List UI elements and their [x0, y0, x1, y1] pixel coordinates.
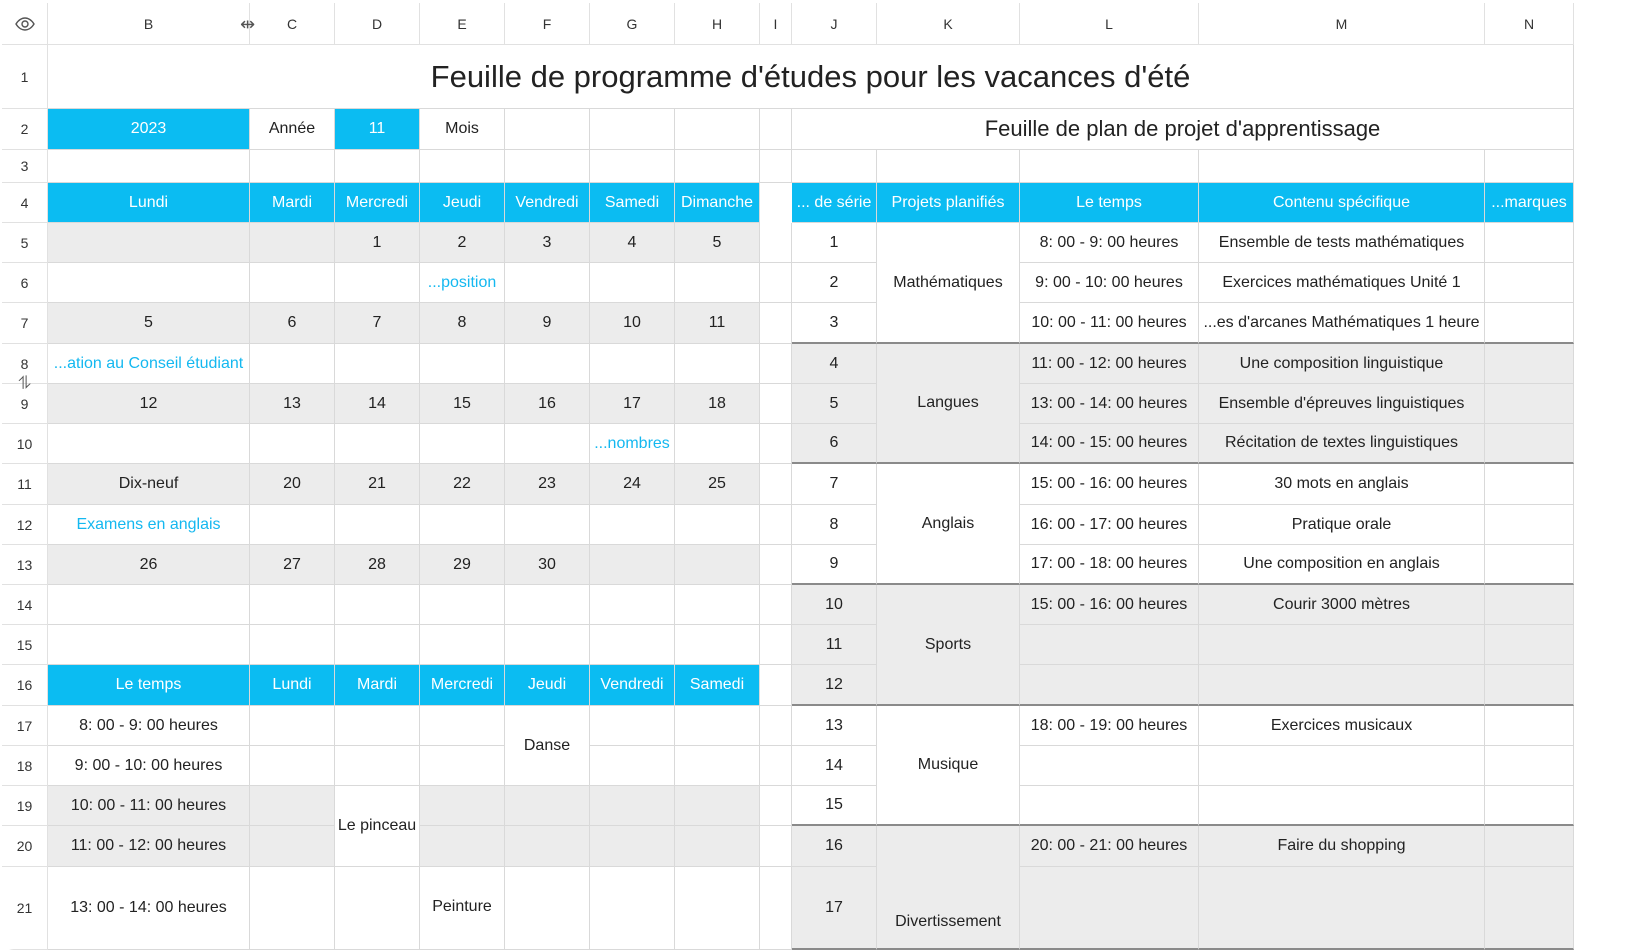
- cell[interactable]: [1485, 464, 1574, 505]
- spreadsheet[interactable]: [2, 3, 1638, 950]
- row-header-7[interactable]: 7: [2, 303, 48, 344]
- eye-icon: [15, 17, 35, 31]
- plan-number[interactable]: 5: [792, 384, 877, 424]
- cell[interactable]: [48, 585, 250, 625]
- schedule-header[interactable]: Mardi: [335, 665, 420, 706]
- cell[interactable]: [505, 867, 590, 950]
- cell[interactable]: [250, 867, 335, 950]
- calendar-cell[interactable]: 27: [250, 545, 335, 585]
- cell[interactable]: [760, 464, 792, 505]
- calendar-cell[interactable]: 15: [420, 384, 505, 424]
- plan-number[interactable]: 12: [792, 665, 877, 706]
- cell[interactable]: [590, 263, 675, 303]
- plan-content[interactable]: Faire du shopping: [1199, 826, 1485, 867]
- column-header-h[interactable]: H: [675, 3, 760, 45]
- plan-number[interactable]: 1: [792, 223, 877, 263]
- cell[interactable]: [1485, 505, 1574, 545]
- month-label[interactable]: Mois: [420, 109, 505, 150]
- cell[interactable]: [675, 344, 760, 384]
- plan-time[interactable]: 14: 00 - 15: 00 heures: [1020, 424, 1199, 464]
- cell[interactable]: [1485, 625, 1574, 665]
- plan-group[interactable]: Divertissement: [877, 826, 1020, 950]
- column-header-n[interactable]: N: [1485, 3, 1574, 45]
- schedule-header[interactable]: Lundi: [250, 665, 335, 706]
- cell[interactable]: [760, 424, 792, 464]
- calendar-cell[interactable]: 29: [420, 545, 505, 585]
- column-header-d[interactable]: D: [335, 3, 420, 45]
- weekday-header[interactable]: Dimanche: [675, 183, 760, 223]
- cell[interactable]: [675, 545, 760, 585]
- schedule-event[interactable]: Le pinceau: [335, 786, 420, 867]
- cell[interactable]: [420, 826, 505, 867]
- cell[interactable]: [590, 505, 675, 545]
- plan-number[interactable]: 17: [792, 867, 877, 950]
- row-header-17[interactable]: 17: [2, 706, 48, 746]
- cell[interactable]: [335, 585, 420, 625]
- calendar-cell[interactable]: 2: [420, 223, 505, 263]
- row-header-14[interactable]: 14: [2, 585, 48, 625]
- plan-number[interactable]: 9: [792, 545, 877, 585]
- cell[interactable]: [335, 706, 420, 746]
- plan-number[interactable]: 3: [792, 303, 877, 344]
- plan-time[interactable]: 13: 00 - 14: 00 heures: [1020, 384, 1199, 424]
- calendar-cell[interactable]: 13: [250, 384, 335, 424]
- select-all-corner[interactable]: [2, 3, 48, 45]
- cell[interactable]: [1485, 545, 1574, 585]
- cell[interactable]: [505, 585, 590, 625]
- plan-group[interactable]: Sports: [877, 585, 1020, 706]
- cell[interactable]: [760, 263, 792, 303]
- plan-group[interactable]: Langues: [877, 344, 1020, 464]
- calendar-cell[interactable]: 25: [675, 464, 760, 505]
- cell[interactable]: [675, 867, 760, 950]
- weekday-header[interactable]: Vendredi: [505, 183, 590, 223]
- weekday-header[interactable]: Jeudi: [420, 183, 505, 223]
- cell[interactable]: [760, 384, 792, 424]
- cell[interactable]: [1485, 585, 1574, 625]
- cell[interactable]: [590, 826, 675, 867]
- cell[interactable]: [1199, 665, 1485, 706]
- plan-header[interactable]: ... de série: [792, 183, 877, 223]
- plan-header[interactable]: Le temps: [1020, 183, 1199, 223]
- plan-content[interactable]: Courir 3000 mètres: [1199, 585, 1485, 625]
- cell[interactable]: [48, 424, 250, 464]
- cell[interactable]: [1485, 826, 1574, 867]
- calendar-cell[interactable]: 18: [675, 384, 760, 424]
- cell[interactable]: [250, 625, 335, 665]
- row-header-18[interactable]: 18: [2, 746, 48, 786]
- plan-content[interactable]: Récitation de textes linguistiques: [1199, 424, 1485, 464]
- sheet-title[interactable]: Feuille de programme d'études pour les vacances d'été: [48, 45, 1574, 109]
- calendar-cell[interactable]: ...position: [420, 263, 505, 303]
- plan-time[interactable]: 9: 00 - 10: 00 heures: [1020, 263, 1199, 303]
- cell[interactable]: [675, 150, 760, 183]
- cell[interactable]: [250, 150, 335, 183]
- column-header-l[interactable]: L: [1020, 3, 1199, 45]
- weekday-header[interactable]: Samedi: [590, 183, 675, 223]
- schedule-header[interactable]: Jeudi: [505, 665, 590, 706]
- cell[interactable]: [675, 826, 760, 867]
- cell[interactable]: [1199, 746, 1485, 786]
- cell[interactable]: [250, 263, 335, 303]
- calendar-cell[interactable]: ...nombres: [590, 424, 675, 464]
- cell[interactable]: [505, 786, 590, 826]
- calendar-cell[interactable]: 14: [335, 384, 420, 424]
- plan-number[interactable]: 4: [792, 344, 877, 384]
- cell[interactable]: [505, 625, 590, 665]
- calendar-cell[interactable]: ...ation au Conseil étudiant: [48, 344, 250, 384]
- calendar-cell[interactable]: 3: [505, 223, 590, 263]
- plan-time[interactable]: 15: 00 - 16: 00 heures: [1020, 464, 1199, 505]
- cell[interactable]: [505, 263, 590, 303]
- weekday-header[interactable]: Lundi: [48, 183, 250, 223]
- plan-number[interactable]: 11: [792, 625, 877, 665]
- cell[interactable]: [48, 263, 250, 303]
- cell[interactable]: [420, 746, 505, 786]
- calendar-cell[interactable]: 11: [675, 303, 760, 344]
- plan-content[interactable]: 30 mots en anglais: [1199, 464, 1485, 505]
- plan-time[interactable]: 10: 00 - 11: 00 heures: [1020, 303, 1199, 344]
- weekday-header[interactable]: Mardi: [250, 183, 335, 223]
- cell[interactable]: [1199, 867, 1485, 950]
- cell[interactable]: [250, 505, 335, 545]
- cell[interactable]: [420, 150, 505, 183]
- row-header-9[interactable]: 9: [2, 384, 48, 424]
- year-value[interactable]: 2023: [48, 109, 250, 150]
- cell[interactable]: [1485, 706, 1574, 746]
- schedule-header[interactable]: Mercredi: [420, 665, 505, 706]
- cell[interactable]: [590, 706, 675, 746]
- row-header-8[interactable]: 8: [2, 344, 48, 384]
- cell[interactable]: [335, 344, 420, 384]
- weekday-header[interactable]: Mercredi: [335, 183, 420, 223]
- calendar-cell[interactable]: 28: [335, 545, 420, 585]
- plan-number[interactable]: 10: [792, 585, 877, 625]
- cell[interactable]: [760, 746, 792, 786]
- calendar-cell[interactable]: 8: [420, 303, 505, 344]
- cell[interactable]: [675, 746, 760, 786]
- calendar-cell[interactable]: 30: [505, 545, 590, 585]
- cell[interactable]: [590, 585, 675, 625]
- row-header-16[interactable]: 16: [2, 665, 48, 706]
- schedule-event[interactable]: Peinture: [420, 867, 505, 950]
- row-header-12[interactable]: 12: [2, 505, 48, 545]
- plan-time[interactable]: 11: 00 - 12: 00 heures: [1020, 344, 1199, 384]
- calendar-cell[interactable]: 7: [335, 303, 420, 344]
- column-header-i[interactable]: I: [760, 3, 792, 45]
- cell[interactable]: [760, 867, 792, 950]
- row-header-3[interactable]: 3: [2, 150, 48, 183]
- cell[interactable]: [760, 109, 792, 150]
- calendar-cell[interactable]: 21: [335, 464, 420, 505]
- cell[interactable]: [505, 150, 590, 183]
- schedule-header[interactable]: Samedi: [675, 665, 760, 706]
- plan-time[interactable]: 17: 00 - 18: 00 heures: [1020, 545, 1199, 585]
- plan-content[interactable]: Ensemble d'épreuves linguistiques: [1199, 384, 1485, 424]
- cell[interactable]: [760, 150, 792, 183]
- plan-number[interactable]: 2: [792, 263, 877, 303]
- plan-number[interactable]: 8: [792, 505, 877, 545]
- calendar-cell[interactable]: 20: [250, 464, 335, 505]
- plan-group[interactable]: Mathématiques: [877, 223, 1020, 344]
- cell[interactable]: [335, 867, 420, 950]
- cell[interactable]: [250, 424, 335, 464]
- column-header-e[interactable]: E: [420, 3, 505, 45]
- cell[interactable]: [1485, 223, 1574, 263]
- plan-number[interactable]: 7: [792, 464, 877, 505]
- calendar-cell[interactable]: 5: [675, 223, 760, 263]
- cell[interactable]: [590, 625, 675, 665]
- cell[interactable]: [675, 505, 760, 545]
- cell[interactable]: [675, 625, 760, 665]
- row-header-13[interactable]: 13: [2, 545, 48, 585]
- cell[interactable]: [1485, 150, 1574, 183]
- plan-content[interactable]: Pratique orale: [1199, 505, 1485, 545]
- cell[interactable]: [505, 505, 590, 545]
- plan-header[interactable]: ...marques: [1485, 183, 1574, 223]
- cell[interactable]: [48, 625, 250, 665]
- plan-number[interactable]: 6: [792, 424, 877, 464]
- cell[interactable]: [1485, 786, 1574, 826]
- schedule-time[interactable]: 9: 00 - 10: 00 heures: [48, 746, 250, 786]
- schedule-time[interactable]: 13: 00 - 14: 00 heures: [48, 867, 250, 950]
- column-header-f[interactable]: F: [505, 3, 590, 45]
- schedule-event[interactable]: Danse: [505, 706, 590, 786]
- month-value[interactable]: 11: [335, 109, 420, 150]
- cell[interactable]: [420, 505, 505, 545]
- cell[interactable]: [420, 625, 505, 665]
- calendar-cell[interactable]: Examens en anglais: [48, 505, 250, 545]
- plan-time[interactable]: 20: 00 - 21: 00 heures: [1020, 826, 1199, 867]
- cell[interactable]: [335, 625, 420, 665]
- column-header-b[interactable]: B: [48, 3, 250, 45]
- plan-header[interactable]: Projets planifiés: [877, 183, 1020, 223]
- cell[interactable]: [590, 867, 675, 950]
- row-header-1[interactable]: 1: [2, 45, 48, 109]
- plan-content[interactable]: Une composition en anglais: [1199, 545, 1485, 585]
- plan-number[interactable]: 15: [792, 786, 877, 826]
- plan-group[interactable]: Anglais: [877, 464, 1020, 585]
- cell[interactable]: [1020, 867, 1199, 950]
- schedule-time[interactable]: 10: 00 - 11: 00 heures: [48, 786, 250, 826]
- calendar-cell[interactable]: 1: [335, 223, 420, 263]
- cell[interactable]: [1485, 867, 1574, 950]
- cell[interactable]: [675, 585, 760, 625]
- cell[interactable]: [420, 344, 505, 384]
- plan-number[interactable]: 16: [792, 826, 877, 867]
- calendar-cell[interactable]: 17: [590, 384, 675, 424]
- column-header-m[interactable]: M: [1199, 3, 1485, 45]
- cell[interactable]: [335, 505, 420, 545]
- cell[interactable]: [1485, 424, 1574, 464]
- cell[interactable]: [1485, 665, 1574, 706]
- calendar-cell[interactable]: 9: [505, 303, 590, 344]
- cell[interactable]: [250, 706, 335, 746]
- row-header-19[interactable]: 19: [2, 786, 48, 826]
- plan-header[interactable]: Contenu spécifique: [1199, 183, 1485, 223]
- cell[interactable]: [1020, 150, 1199, 183]
- cell[interactable]: [760, 625, 792, 665]
- cell[interactable]: [1485, 384, 1574, 424]
- schedule-time[interactable]: 8: 00 - 9: 00 heures: [48, 706, 250, 746]
- plan-group[interactable]: Musique: [877, 706, 1020, 826]
- calendar-cell[interactable]: 22: [420, 464, 505, 505]
- calendar-cell[interactable]: 23: [505, 464, 590, 505]
- cell[interactable]: [760, 545, 792, 585]
- cell[interactable]: [335, 424, 420, 464]
- cell[interactable]: [250, 826, 335, 867]
- plan-title[interactable]: Feuille de plan de projet d'apprentissage: [792, 109, 1574, 150]
- cell[interactable]: [420, 585, 505, 625]
- cell[interactable]: [505, 424, 590, 464]
- cell[interactable]: [250, 585, 335, 625]
- cell[interactable]: [760, 223, 792, 263]
- row-header-10[interactable]: 10: [2, 424, 48, 464]
- cell[interactable]: [48, 150, 250, 183]
- cell[interactable]: [675, 706, 760, 746]
- cell[interactable]: [590, 150, 675, 183]
- row-header-5[interactable]: 5: [2, 223, 48, 263]
- cell[interactable]: [590, 746, 675, 786]
- cell[interactable]: [505, 109, 590, 150]
- calendar-cell[interactable]: 5: [48, 303, 250, 344]
- schedule-header[interactable]: Le temps: [48, 665, 250, 706]
- cell[interactable]: [420, 706, 505, 746]
- cell[interactable]: [877, 150, 1020, 183]
- schedule-time[interactable]: 11: 00 - 12: 00 heures: [48, 826, 250, 867]
- plan-content[interactable]: Une composition linguistique: [1199, 344, 1485, 384]
- plan-time[interactable]: 18: 00 - 19: 00 heures: [1020, 706, 1199, 746]
- plan-time[interactable]: 15: 00 - 16: 00 heures: [1020, 585, 1199, 625]
- calendar-cell[interactable]: 26: [48, 545, 250, 585]
- plan-number[interactable]: 14: [792, 746, 877, 786]
- cell[interactable]: [335, 150, 420, 183]
- cell[interactable]: [760, 344, 792, 384]
- calendar-cell[interactable]: 6: [250, 303, 335, 344]
- column-header-k[interactable]: K: [877, 3, 1020, 45]
- calendar-cell[interactable]: 12: [48, 384, 250, 424]
- plan-number[interactable]: 13: [792, 706, 877, 746]
- calendar-cell[interactable]: 24: [590, 464, 675, 505]
- plan-content[interactable]: Exercices musicaux: [1199, 706, 1485, 746]
- cell[interactable]: [675, 786, 760, 826]
- cell[interactable]: [1199, 786, 1485, 826]
- calendar-cell[interactable]: 16: [505, 384, 590, 424]
- cell[interactable]: [1020, 625, 1199, 665]
- column-header-g[interactable]: G: [590, 3, 675, 45]
- calendar-cell[interactable]: Dix-neuf: [48, 464, 250, 505]
- column-resize-icon[interactable]: ⇹: [240, 14, 256, 34]
- cell[interactable]: [590, 344, 675, 384]
- cell[interactable]: [590, 786, 675, 826]
- schedule-header[interactable]: Vendredi: [590, 665, 675, 706]
- cell[interactable]: [250, 746, 335, 786]
- cell[interactable]: [1485, 303, 1574, 344]
- column-header-c[interactable]: C: [250, 3, 335, 45]
- row-header-4[interactable]: 4: [2, 183, 48, 223]
- cell[interactable]: [1485, 746, 1574, 786]
- cell[interactable]: [1485, 263, 1574, 303]
- row-resize-icon[interactable]: ⥮: [18, 373, 32, 393]
- cell[interactable]: [1020, 746, 1199, 786]
- cell[interactable]: [760, 505, 792, 545]
- cell[interactable]: [250, 786, 335, 826]
- cell[interactable]: [590, 109, 675, 150]
- cell[interactable]: [760, 303, 792, 344]
- cell[interactable]: [1485, 344, 1574, 384]
- cell[interactable]: [760, 585, 792, 625]
- plan-time[interactable]: 16: 00 - 17: 00 heures: [1020, 505, 1199, 545]
- plan-content[interactable]: Ensemble de tests mathématiques: [1199, 223, 1485, 263]
- cell[interactable]: [335, 263, 420, 303]
- plan-content[interactable]: ...es d'arcanes Mathématiques 1 heure: [1199, 303, 1485, 344]
- cell[interactable]: [792, 150, 877, 183]
- row-header-6[interactable]: 6: [2, 263, 48, 303]
- cell[interactable]: [1199, 150, 1485, 183]
- row-header-2[interactable]: 2: [2, 109, 48, 150]
- row-header-20[interactable]: 20: [2, 826, 48, 867]
- cell[interactable]: [760, 706, 792, 746]
- cell[interactable]: [335, 746, 420, 786]
- plan-content[interactable]: Exercices mathématiques Unité 1: [1199, 263, 1485, 303]
- cell[interactable]: [590, 545, 675, 585]
- cell[interactable]: [760, 786, 792, 826]
- calendar-cell[interactable]: 4: [590, 223, 675, 263]
- cell[interactable]: [675, 424, 760, 464]
- calendar-cell[interactable]: 10: [590, 303, 675, 344]
- cell[interactable]: [675, 109, 760, 150]
- cell[interactable]: [760, 665, 792, 706]
- cell[interactable]: [675, 263, 760, 303]
- cell[interactable]: [1020, 786, 1199, 826]
- row-header-11[interactable]: 11: [2, 464, 48, 505]
- cell[interactable]: [505, 344, 590, 384]
- column-header-j[interactable]: J: [792, 3, 877, 45]
- cell[interactable]: [48, 223, 250, 263]
- row-header-21[interactable]: 21: [2, 867, 48, 950]
- cell[interactable]: [1020, 665, 1199, 706]
- cell[interactable]: [420, 786, 505, 826]
- cell[interactable]: [420, 424, 505, 464]
- cell[interactable]: [250, 344, 335, 384]
- cell[interactable]: [250, 223, 335, 263]
- plan-time[interactable]: 8: 00 - 9: 00 heures: [1020, 223, 1199, 263]
- year-label[interactable]: Année: [250, 109, 335, 150]
- cell[interactable]: [760, 826, 792, 867]
- cell[interactable]: [505, 826, 590, 867]
- cell[interactable]: [1199, 625, 1485, 665]
- row-header-15[interactable]: 15: [2, 625, 48, 665]
